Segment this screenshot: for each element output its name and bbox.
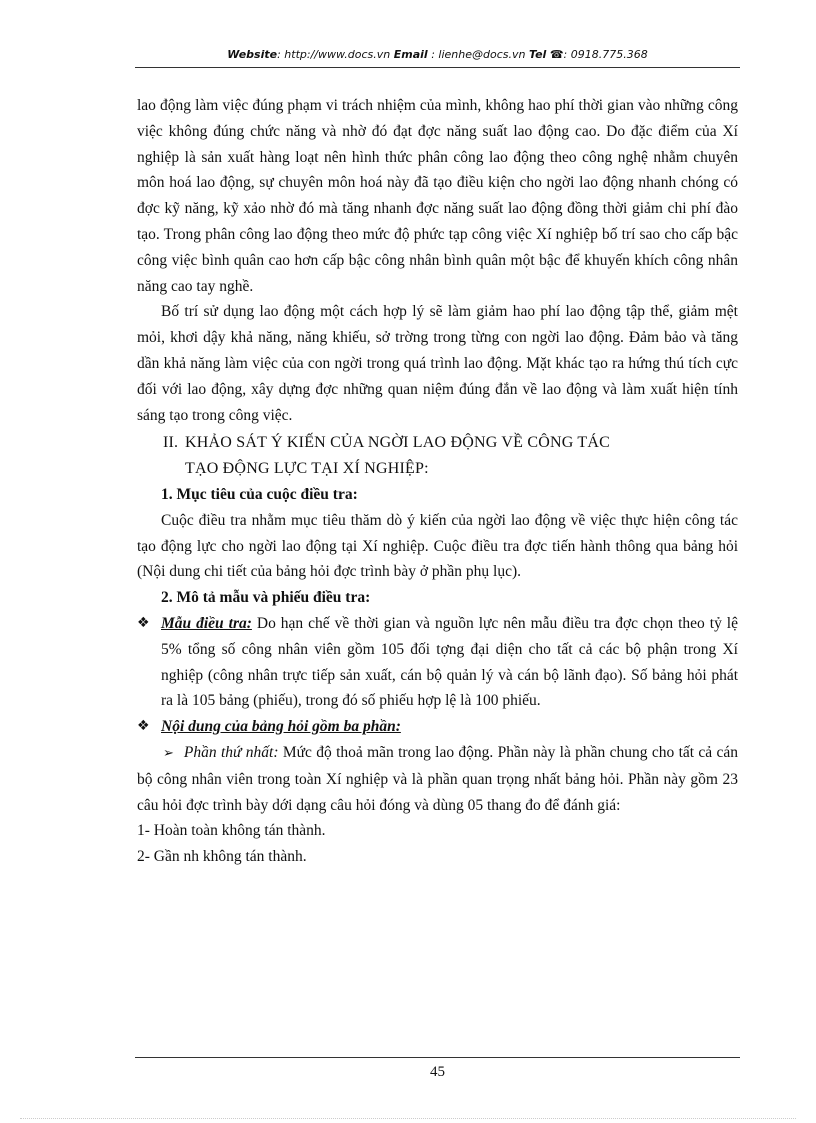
- website-label: Website: [227, 48, 278, 61]
- subsection-2-heading: 2. Mô tả mẫu và phiếu điều tra:: [161, 589, 371, 607]
- diamond-bullet-icon: ❖: [137, 718, 150, 735]
- part-1-text: Mức độ thoả mãn trong lao động. Phần này là phần chung cho tất cả cán bộ công nhân viên trong toàn Xí nghiệp và là phần quan trọng nhất bảng hỏi. Phần này gồm 23 câu hỏi đợc trình bày dới dạng câu hỏi đóng và dùng 05 thang đo để đánh giá:: [137, 743, 738, 814]
- page-number: 45: [430, 1064, 445, 1080]
- list-item: 1- Hoàn toàn không tán thành.: [137, 822, 326, 840]
- footer-divider: [135, 1057, 740, 1058]
- paragraph-1: lao động làm việc đúng phạm vi trách nhiệm của mình, không hao phí thời gian vào những công việc không đúng chức năng và nhờ đó đạt đợc năng suất lao động cao. Do đặc điểm của Xí nghiệp là sản xuất hàng loạt nên hình thức phân công lao động theo công nghệ nhằm chuyên môn hoá lao động, sự chuyên môn hoá này đã tạo điều kiện cho ngời lao động nhanh chóng có đợc kỹ năng, kỹ xảo nhờ đó mà tăng nhanh đợc năng suất lao động đồng thời giảm chi phí đào tạo. Trong phân công lao động theo mức độ phức tạp công việc Xí nghiệp bố trí sao cho cấp bậc công việc bình quân cao hơn cấp bậc công nhân bình quân một bậc để khuyến khích công nhân năng cao tay nghề.: [137, 97, 738, 295]
- phone-icon: ☎: [549, 48, 564, 61]
- bullet-content: [137, 714, 738, 740]
- diamond-bullet-icon: ❖: [137, 614, 150, 631]
- page-edge-dots: [20, 1118, 796, 1119]
- body-text: [137, 93, 738, 870]
- page-header: [135, 48, 740, 61]
- section-ii-title-line2: TẠO ĐỘNG LỰC TẠI XÍ NGHIỆP:: [185, 460, 429, 478]
- bullet-content-label: Nội dung của bảng hỏi gồm ba phần:: [161, 718, 401, 736]
- arrow-bullet-icon: ➢: [163, 745, 174, 761]
- tel-value: : 0918.775.368: [563, 48, 648, 61]
- bullet-sample: [137, 611, 738, 714]
- tel-label: Tel: [528, 48, 547, 61]
- list-item: 2- Gần nh không tán thành.: [137, 848, 307, 866]
- website-value: : http://www.docs.vn: [277, 48, 391, 61]
- email-value: : lienhe@docs.vn: [431, 48, 526, 61]
- paragraph-2: Bố trí sử dụng lao động một cách hợp lý sẽ làm giảm hao phí lao động tập thể, giảm mệt mỏi, khơi dậy khả năng, năng khiếu, sở trờng trong từng con ngời lao động. Đảm bảo và tăng dần khả năng làm việc của con ngời trong quá trình lao động. Mặt khác tạo ra hứng thú tích cực đối với lao động, xây dựng đợc những quan niệm đúng đắn về lao động và làm xuất hiện tính sáng tạo trong công việc.: [137, 303, 738, 424]
- part-1-paragraph: [137, 740, 738, 818]
- header-divider: [135, 67, 740, 68]
- bullet-sample-text: Do hạn chế về thời gian và nguồn lực nên mẫu điều tra đợc chọn theo tỷ lệ 5% tổng số công nhân viên gồm 105 đối tợng đại diện cho tất cả các bộ phận trong Xí nghiệp (công nhân trực tiếp sản xuất, cán bộ quản lý và cán bộ lãnh đạo). Số bảng hỏi phát ra là 105 bảng (phiếu), trong đó số phiếu hợp lệ là 100 phiếu.: [161, 614, 738, 710]
- part-1-label: Phần thứ nhất:: [183, 743, 279, 761]
- section-ii-title-line1: KHẢO SÁT Ý KIẾN CỦA NGỜI LAO ĐỘNG VỀ CÔNG TÁC: [185, 434, 610, 452]
- section-ii-heading: [137, 430, 738, 482]
- email-label: Email: [393, 48, 428, 61]
- subsection-1-text: Cuộc điều tra nhằm mục tiêu thăm dò ý kiến của ngời lao động về việc thực hiện công tác tạo động lực cho ngời lao động tại Xí nghiệp. Cuộc điều tra đợc tiến hành thông qua bảng hỏi (Nội dung chi tiết của bảng hỏi đợc trình bày ở phần phụ lục).: [137, 511, 738, 581]
- subsection-1-heading: 1. Mục tiêu của cuộc điều tra:: [161, 485, 358, 503]
- section-ii-number: II.: [163, 434, 179, 452]
- bullet-sample-label: Mẫu điều tra:: [161, 614, 252, 632]
